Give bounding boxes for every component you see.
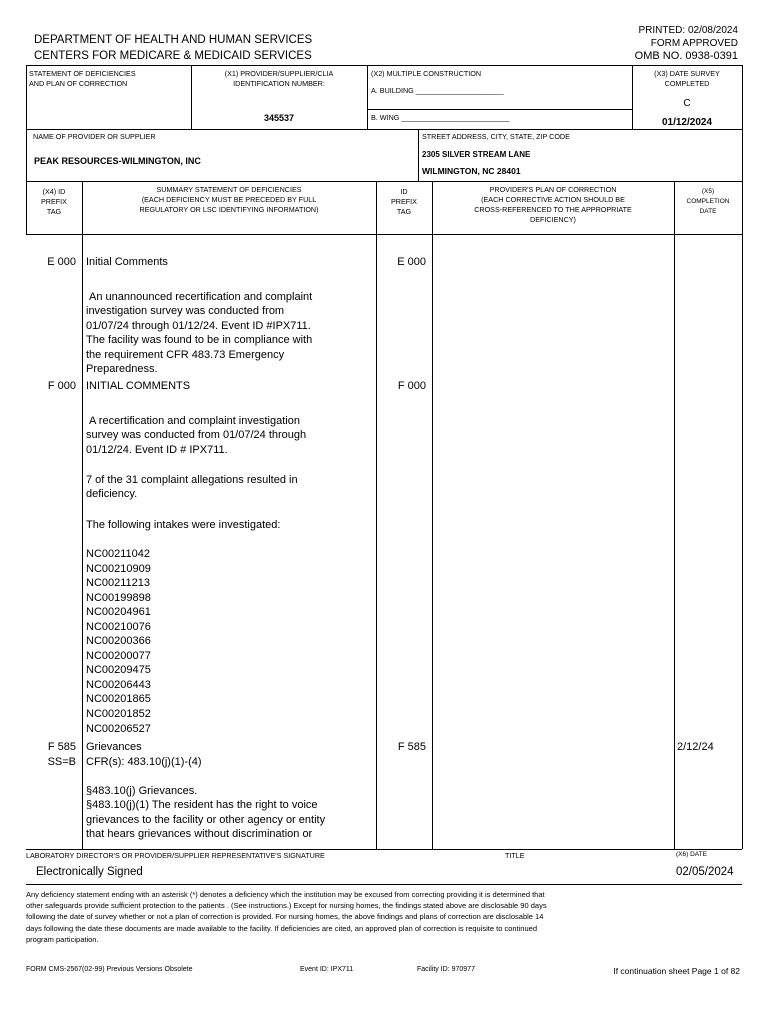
e000-tag: E 000	[47, 256, 76, 268]
x2-label: (X2) MULTIPLE CONSTRUCTION	[371, 69, 482, 78]
centers-name: CENTERS FOR MEDICARE & MEDICAID SERVICES	[34, 50, 312, 62]
list-item: NC00200366	[86, 635, 151, 648]
statement-label: STATEMENT OF DEFICIENCIES AND PLAN OF CORRECTION	[29, 69, 136, 88]
form-approved: FORM APPROVED	[650, 37, 738, 49]
signature-label: LABORATORY DIRECTOR'S OR PROVIDER/SUPPLIER REPRESENTATIVE'S SIGNATURE	[26, 851, 325, 860]
id-header: ID PREFIX TAG	[391, 187, 417, 216]
x3-date: 01/12/2024	[661, 117, 713, 128]
x3-code: C	[683, 98, 691, 109]
f000-text3: The following intakes were investigated:	[86, 519, 281, 531]
address-line1: 2305 SILVER STREAM LANE	[422, 150, 531, 159]
x3-label: (X3) DATE SURVEY COMPLETED	[654, 69, 720, 88]
list-item: NC00204961	[86, 606, 151, 619]
list-item: NC00206527	[86, 722, 151, 735]
department-name: DEPARTMENT OF HEALTH AND HUMAN SERVICES	[34, 34, 313, 46]
printed-date: PRINTED: 02/08/2024	[638, 25, 738, 36]
provider-label: NAME OF PROVIDER OR SUPPLIER	[33, 132, 156, 141]
intake-list	[86, 547, 151, 736]
f585-scope: SS=B	[47, 756, 76, 768]
address-line2: WILMINGTON, NC 28401	[422, 166, 521, 176]
f585-text: §483.10(j) Grievances. §483.10(j)(1) The resident has the right to voice grievances to the facility or other agency or entity that hears grievances without discrimination or	[86, 785, 326, 841]
omb-number: OMB NO. 0938-0391	[634, 50, 738, 63]
f585-id: F 585	[397, 741, 426, 753]
f000-id: F 000	[397, 380, 426, 392]
list-item: NC00199898	[86, 591, 151, 604]
x4-header: (X4) ID PREFIX TAG	[41, 187, 67, 216]
print-info	[635, 25, 738, 63]
summary-header: SUMMARY STATEMENT OF DEFICIENCIES (EACH DEFICIENCY MUST BE PRECEDED BY FULL REGULATORY OR LSC IDENTIFYING INFORMATION)	[139, 185, 319, 214]
title-label: TITLE	[505, 851, 525, 860]
signature-value: Electronically Signed	[36, 866, 143, 878]
e000-title: Initial Comments	[86, 256, 168, 268]
e000-id: E 000	[397, 256, 426, 268]
provider-name: PEAK RESOURCES-WILMINGTON, INC	[34, 156, 201, 166]
f585-completion-date: 2/12/24	[677, 741, 714, 753]
x1-value: 345537	[263, 113, 295, 123]
f000-text1: A recertification and complaint investigation survey was conducted from 01/07/24 through 01/12/24. Event ID # IPX711.	[86, 415, 307, 456]
list-item: NC00206443	[86, 678, 151, 691]
x1-label: (X1) PROVIDER/SUPPLIER/CLIA IDENTIFICATION NUMBER:	[224, 69, 334, 88]
x5-header: (X5) COMPLETION DATE	[686, 188, 730, 215]
list-item: NC00200077	[86, 649, 151, 662]
f000-title: INITIAL COMMENTS	[86, 380, 191, 392]
e000-text: An unannounced recertification and complaint investigation survey was conducted from 01/07/24 through 01/12/24. Event ID #IPX711. The facility was found to be in compliance with the requirement CFR 483.73 Emergency Preparedness.	[86, 291, 313, 376]
list-item: NC00210076	[86, 620, 151, 633]
list-item: NC00210909	[86, 562, 151, 575]
f585-title: Grievances	[86, 741, 142, 753]
f000-text2: 7 of the 31 complaint allegations resulted in deficiency.	[86, 474, 298, 501]
facility-id: Facility ID: 970977	[417, 966, 475, 973]
list-item: NC00209475	[86, 664, 151, 677]
address-label: STREET ADDRESS, CITY, STATE, ZIP CODE	[422, 132, 570, 141]
signature-date: 02/05/2024	[676, 866, 734, 878]
agency-header	[34, 32, 312, 64]
event-id: Event ID: IPX711	[300, 966, 354, 973]
form-number: FORM CMS-2567(02-99) Previous Versions Obsolete	[26, 966, 193, 973]
disclaimer: Any deficiency statement ending with an asterisk (*) denotes a deficiency which the institution may be excused from correcting providing it is determined that other safeguards provide sufficient protection to the patients . (See instructions.) Except for nursing homes, the findings stated above are disclosable 90 days following the date of survey whether or not a plan of correction is provided. For nursing homes, the above findings and plans of correction are disclosable 14 days following the date these documents are made available to the facility. If deficiencies are cited, an approved plan of correction is requisite to continued program participation.	[26, 890, 547, 944]
list-item: NC00211042	[86, 548, 151, 560]
x6-date-label: (X6) DATE	[676, 851, 707, 858]
f585-tag: F 585	[47, 741, 76, 753]
f000-tag: F 000	[47, 380, 76, 392]
f585-cfr: CFR(s): 483.10(j)(1)-(4)	[86, 756, 202, 768]
list-item: NC00201865	[86, 693, 151, 706]
wing-field: B. WING ___________________________	[371, 113, 510, 122]
list-item: NC00201852	[86, 708, 151, 721]
plan-header: PROVIDER'S PLAN OF CORRECTION (EACH CORRECTIVE ACTION SHOULD BE CROSS-REFERENCED TO THE APPROPRIATE DEFICIENCY)	[474, 185, 632, 224]
page-indicator: If continuation sheet Page 1 of 82	[613, 966, 740, 976]
list-item: NC00211213	[86, 577, 151, 590]
building-field: A. BUILDING ______________________	[371, 86, 504, 95]
